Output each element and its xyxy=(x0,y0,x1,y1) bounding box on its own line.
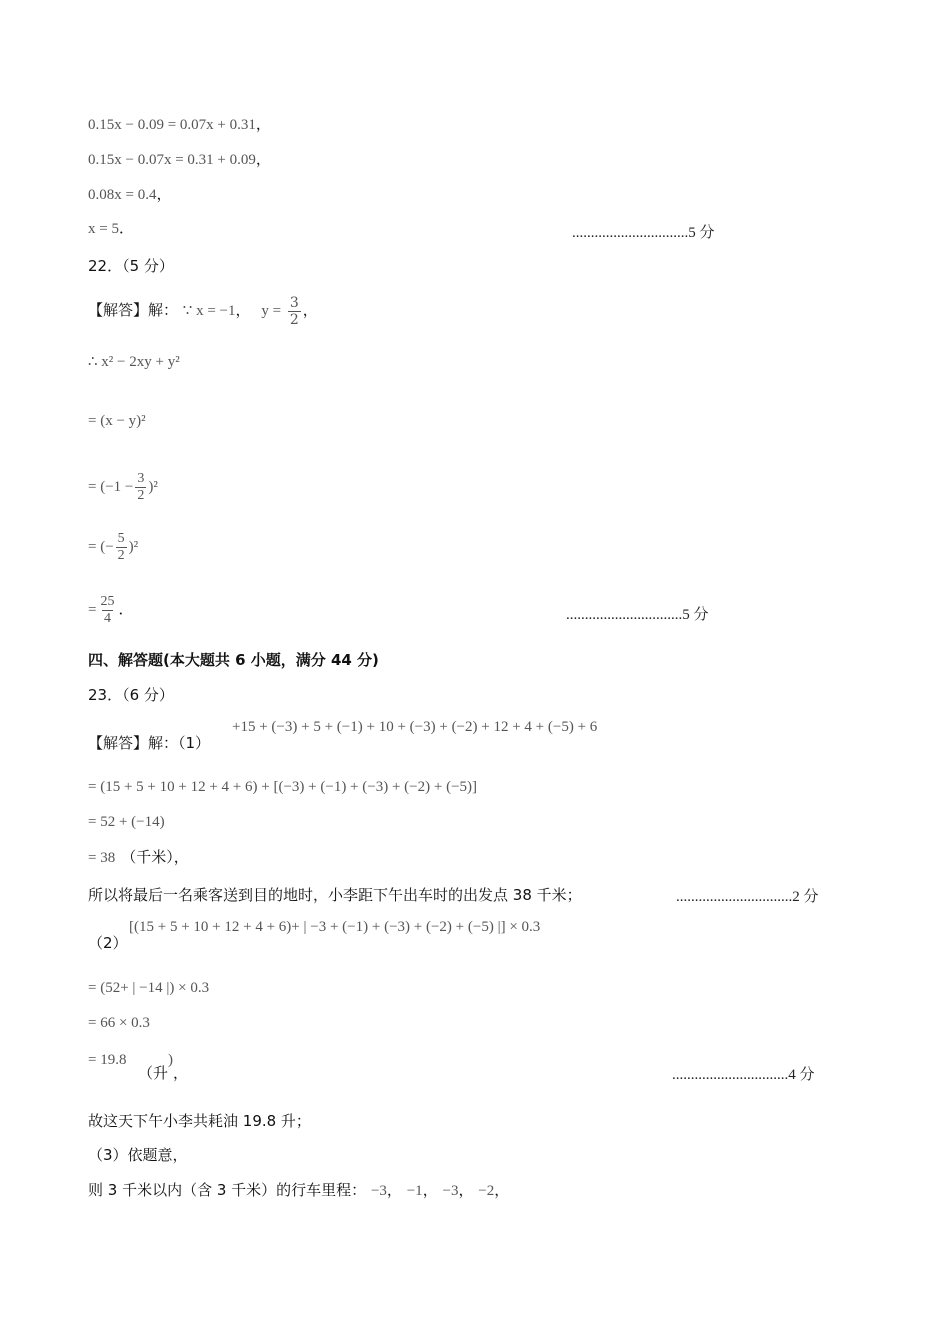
conclusion-1: 所以将最后一名乘客送到目的地时，小李距下午出车时的出发点 38 千米； xyxy=(88,886,582,904)
step-line-3: = (− $\frac{5}{2}$ )² xyxy=(88,531,139,564)
mileage-value: −3 xyxy=(442,1183,459,1199)
p23-step-2: = 52 + (−14) xyxy=(88,814,165,830)
part3-mileage-line: 则 3 千米以内（含 3 千米）的行车里程： −3， −1， −3， −2， xyxy=(88,1181,510,1199)
answer-label: 【解答】解： xyxy=(88,301,179,319)
fraction-3-2: $\frac{3}{2}$ xyxy=(289,294,299,328)
mileage-value: −3 xyxy=(370,1183,387,1199)
problem-22-header: 22．（5 分） xyxy=(88,257,174,275)
p23-step-3: = 38 （千米）， xyxy=(88,848,189,866)
step-line-2: = (−1 − $\frac{3}{2}$ )² xyxy=(88,471,158,504)
problem-23-expression: +15 + (−3) + 5 + (−1) + 10 + (−3) + (−2) + 12 + 4 + (−5) + 6 xyxy=(232,719,598,735)
part2-label: （2） xyxy=(88,934,128,952)
problem-23-header: 23．（6 分） xyxy=(88,686,174,704)
p23-step-1: = (15 + 5 + 10 + 12 + 4 + 6) + [(−3) + (−1) + (−3) + (−2) + (−5)] xyxy=(88,779,478,795)
conclusion-2: 故这天下午小李共耗油 19.8 升； xyxy=(88,1112,311,1130)
p23-part2-step-2: = 66 × 0.3 xyxy=(88,1015,150,1031)
answer-label-23: 【解答】解：（1） xyxy=(88,734,211,752)
mileage-value: −2 xyxy=(478,1183,495,1199)
mileage-value: −1 xyxy=(406,1183,423,1199)
score-marker-22: ...............................5 分 xyxy=(566,607,709,623)
step-line-1: = (x − y)² xyxy=(88,413,146,429)
score-marker-23-1: ...............................2 分 xyxy=(676,889,819,905)
equation-line-2: 0.15x − 0.07x = 0.31 + 0.09， xyxy=(88,150,271,168)
p23-part2-step-1: = (52+ | −14 |) × 0.3 xyxy=(88,980,210,996)
score-marker-21: ...............................5 分 xyxy=(572,225,715,241)
score-marker-23-2: ...............................4 分 xyxy=(672,1067,815,1083)
unit-liter: （升)， xyxy=(138,1052,189,1082)
section-title: 四、解答题(本大题共 6 小题，满分 44 分) xyxy=(88,651,379,669)
part3-label: （3）依题意， xyxy=(88,1146,188,1164)
problem-22-given: 【解答】解： ∵ x = −1， y = $\frac{3}{2}$ ， xyxy=(88,294,318,328)
equation-line-1: 0.15x − 0.09 = 0.07x + 0.31， xyxy=(88,115,271,133)
p23-part2-step-3: = 19.8 xyxy=(88,1052,127,1068)
step-line-4: = $\frac{25}{4}$ ． xyxy=(88,594,134,627)
part2-expression: [(15 + 5 + 10 + 12 + 4 + 6)+ | −3 + (−1) + (−3) + (−2) + (−5) |] × 0.3 xyxy=(129,919,541,935)
equation-line-4: x = 5． xyxy=(88,219,134,237)
equation-line-3: 0.08x = 0.4， xyxy=(88,185,172,203)
expression-line: ∴ x² − 2xy + y² xyxy=(88,354,180,370)
